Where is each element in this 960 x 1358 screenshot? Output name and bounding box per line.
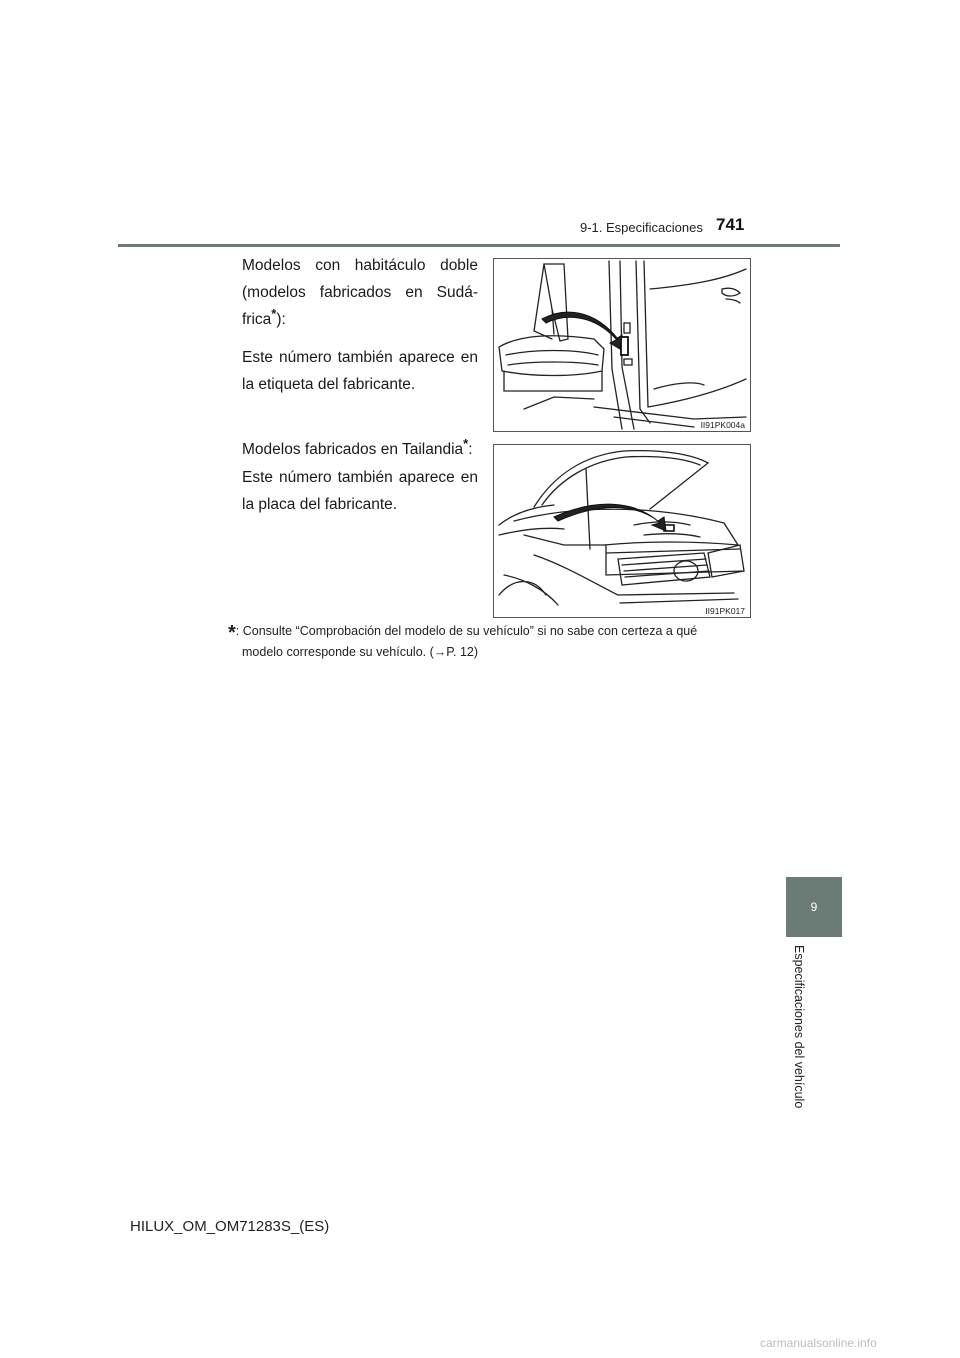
pointer-arrow bbox=[554, 504, 666, 531]
door-pillar-illustration bbox=[494, 259, 750, 431]
figure-code: II91PK017 bbox=[705, 606, 745, 616]
watermark: carmanualsonline.info bbox=[760, 1336, 877, 1350]
figure-code: II91PK004a bbox=[700, 420, 745, 430]
page-number: 741 bbox=[716, 215, 745, 234]
vin-label-marker bbox=[621, 337, 628, 355]
header-divider bbox=[118, 244, 840, 247]
figure-engine-bay bbox=[493, 444, 751, 618]
paragraph-thailand-note: Este número también aparece en la placa del fabricante. bbox=[242, 469, 478, 513]
chapter-tab: 9 bbox=[786, 877, 842, 937]
paragraph-double-cab-heading: Modelos con habitáculo doble (modelos fabricados en Sudá-frica*): bbox=[242, 257, 478, 328]
footnote: *: Consulte “Comprobación del modelo de su vehículo” si no sabe con certeza a qué modelo corresponde su vehículo. (→P. 12) bbox=[228, 622, 698, 659]
figure-door-pillar bbox=[493, 258, 751, 432]
paragraph-double-cab-note: Este número también aparece en la etiqueta del fabricante. bbox=[242, 349, 478, 393]
paragraph-thailand-heading: Modelos fabricados en Tailandia*: bbox=[242, 435, 473, 458]
engine-bay-illustration bbox=[494, 445, 750, 617]
document-code: HILUX_OM_OM71283S_(ES) bbox=[130, 1218, 330, 1235]
chapter-label: Especificaciones del vehículo bbox=[792, 945, 806, 1109]
section-title: 9-1. Especificaciones bbox=[580, 220, 703, 235]
